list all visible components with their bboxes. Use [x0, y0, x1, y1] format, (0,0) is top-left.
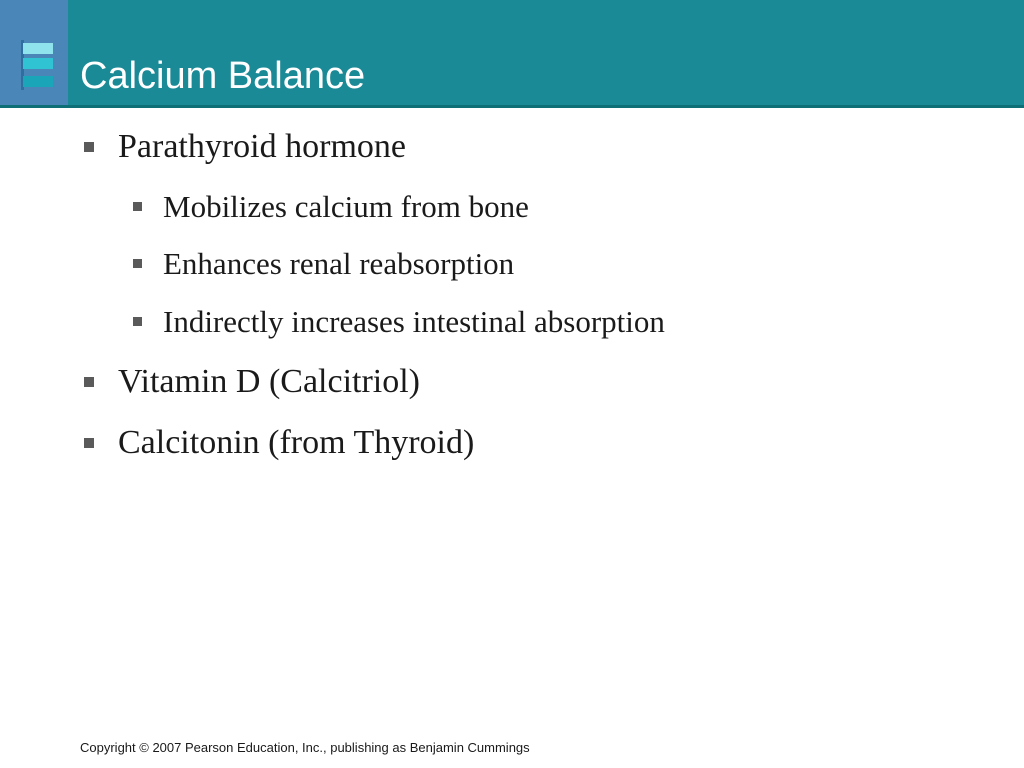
bullet-text: Mobilizes calcium from bone — [163, 189, 529, 224]
sub-bullet-item — [163, 304, 665, 340]
bullet-text: Indirectly increases intestinal absorption — [163, 304, 665, 339]
bullet-text: Parathyroid hormone — [118, 128, 406, 165]
slide-title: Calcium Balance — [80, 55, 366, 97]
sub-bullet-item — [163, 189, 529, 225]
bullet-square-icon — [84, 438, 94, 448]
logo-stripe-top — [23, 43, 53, 54]
copyright-footer: Copyright © 2007 Pearson Education, Inc., publishing as Benjamin Cummings — [80, 740, 530, 755]
bullet-text: Enhances renal reabsorption — [163, 246, 515, 281]
sub-bullet-item — [163, 246, 514, 282]
bullet-item — [118, 128, 406, 166]
bullet-text: Calcitonin (from Thyroid) — [118, 424, 475, 461]
bullet-square-icon — [133, 202, 142, 211]
logo-stripe-middle — [23, 58, 53, 69]
bullet-square-icon — [133, 259, 142, 268]
bullet-item — [118, 363, 420, 401]
title-bar-rule — [0, 105, 1024, 108]
bullet-text: Vitamin D (Calcitriol) — [118, 363, 420, 400]
logo-stripe-bottom — [23, 76, 53, 87]
bullet-square-icon — [133, 317, 142, 326]
logo-icon — [0, 0, 68, 105]
bullet-square-icon — [84, 142, 94, 152]
bullet-square-icon — [84, 377, 94, 387]
bullet-item — [118, 424, 474, 462]
